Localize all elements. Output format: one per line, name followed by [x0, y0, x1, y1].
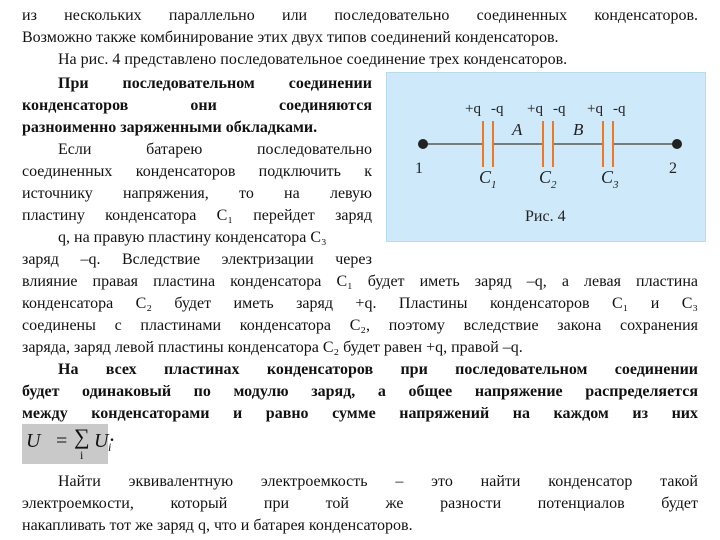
- column-line-7: пластину конденсатора C₁ перейдет заряд: [22, 207, 372, 224]
- bold-line-2: будет одинаковый по модулю заряд, а общее напряжение распределяется: [22, 383, 698, 400]
- terminal-1-label: 1: [415, 160, 423, 177]
- column-line-1: При последовательном соединении: [58, 75, 372, 92]
- sigma-index: i: [80, 448, 84, 462]
- text-line-5: конденсатора C₂ будет иметь заряд +q. Пластины конденсаторов C₁ и C₃: [22, 295, 698, 312]
- charge-label: -q: [491, 101, 504, 117]
- column-line-6: источнику напряжения, то на левую: [22, 185, 372, 202]
- cap-c1-label: C: [479, 167, 492, 187]
- text-line-6: соединены с пластинами конденсатора C₂, поэтому вследствие закона сохранения: [22, 317, 698, 334]
- cap-c3-index: 3: [613, 179, 619, 191]
- circuit-diagram: [387, 73, 707, 243]
- text-line-7: заряда, заряд левой пластины конденсатора C₂ будет равен +q, правой –q.: [22, 339, 523, 356]
- column-line-2: конденсаторов они соединяются: [22, 97, 372, 114]
- text-line-1: из нескольких параллельно или последовательно соединенных конденсаторов.: [22, 7, 698, 24]
- formula-period: .: [110, 428, 114, 445]
- formula-lhs: U: [26, 430, 41, 452]
- formula-equals: =: [56, 430, 68, 452]
- formula-rhs: U: [94, 430, 109, 452]
- figure-caption: Рис. 4: [525, 208, 566, 225]
- sum-formula: [22, 424, 112, 464]
- node-b-label: B: [573, 120, 584, 139]
- column-line-3: разноименно заряженными обкладками.: [22, 119, 318, 136]
- text-line-10: накапливать тот же заряд q, что и батарея конденсаторов.: [22, 517, 413, 534]
- bold-line-3: между конденсаторами и равно сумме напряжений на каждом из них: [22, 405, 698, 422]
- column-line-9: заряд –q. Вследствие электризации через: [22, 251, 372, 268]
- cap-c2-label: C: [539, 167, 552, 187]
- bold-line-1: На всех пластинах конденсаторов при последовательном соединении: [58, 361, 698, 378]
- column-line-8: q, на правую пластину конденсатора C₃: [58, 229, 327, 246]
- text-line-4: влияние правая пластина конденсатора C₁ будет иметь заряд –q, а левая пластина: [22, 273, 698, 290]
- terminal-2-label: 2: [669, 160, 677, 177]
- charge-label: -q: [553, 101, 566, 117]
- cap-c1-index: 1: [491, 179, 497, 191]
- formula-rhs-index: i: [108, 440, 112, 454]
- charge-label: +q: [465, 101, 481, 117]
- charge-label: -q: [613, 101, 626, 117]
- charge-label: +q: [527, 101, 543, 117]
- series-capacitors-figure: [386, 72, 706, 242]
- charge-label: +q: [587, 101, 603, 117]
- text-line-8: Найти эквивалентную электроемкость – это найти конденсатор такой: [58, 473, 698, 490]
- node-a-label: A: [512, 120, 523, 139]
- text-line-3: На рис. 4 представлено последовательное соединение трех конденсаторов.: [58, 51, 568, 68]
- terminal-2-dot: [672, 139, 682, 149]
- text-line-9: электроемкости, который при той же разности потенциалов будет: [22, 495, 698, 512]
- terminal-1-dot: [418, 139, 428, 149]
- column-line-4: Если батарею последовательно: [58, 141, 372, 158]
- cap-c3-label: C: [601, 167, 614, 187]
- sigma-symbol: ∑: [74, 424, 90, 449]
- text-line-2: Возможно также комбинирование этих двух типов соединений конденсаторов.: [22, 29, 559, 46]
- cap-c2-index: 2: [551, 179, 557, 191]
- column-line-5: соединенных конденсаторов подключить к: [22, 163, 372, 180]
